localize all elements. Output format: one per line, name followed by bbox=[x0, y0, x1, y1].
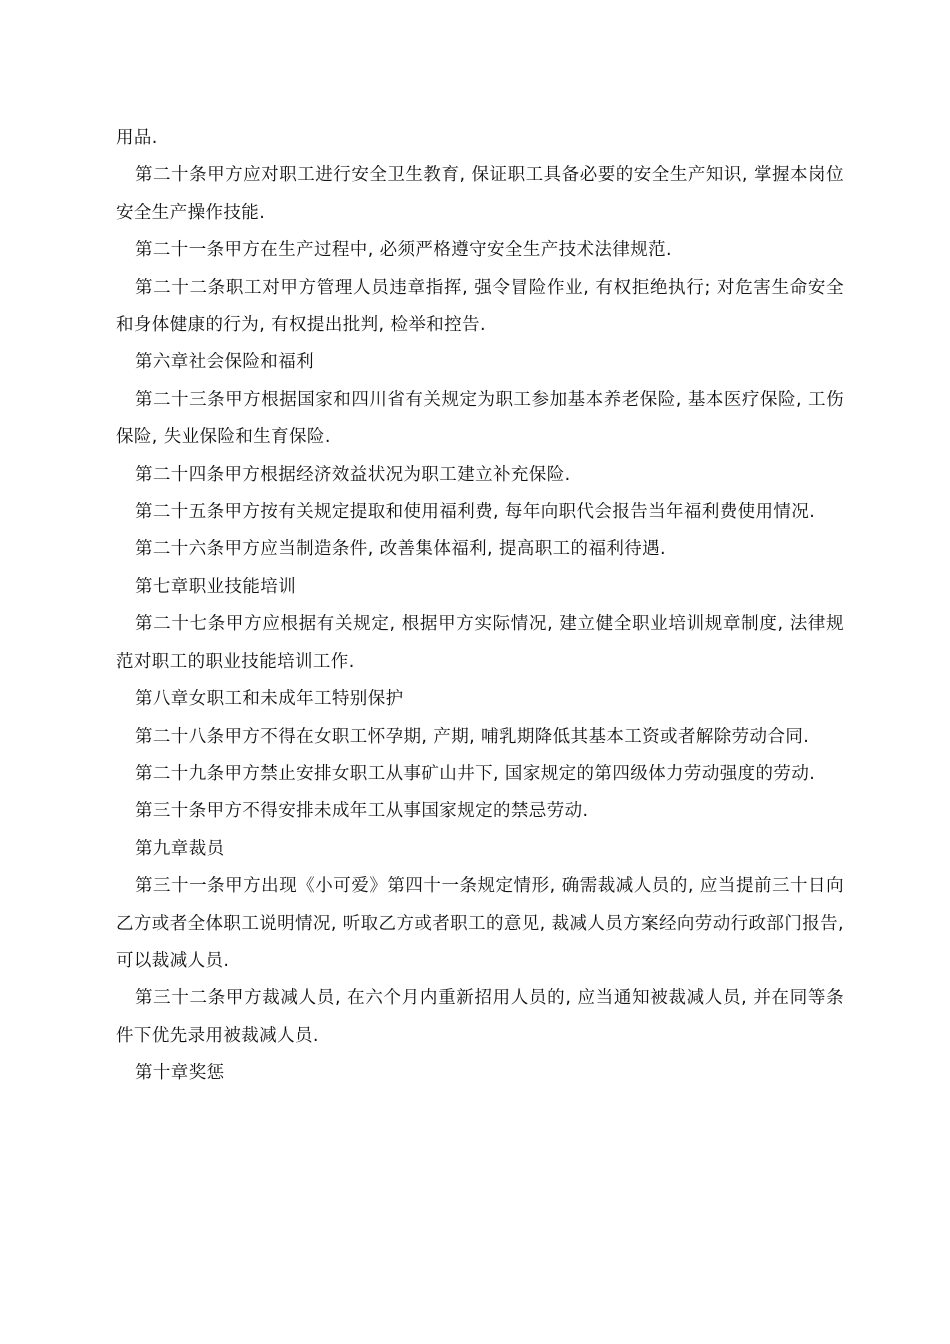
chapter-7-heading: 第七章职业技能培训 bbox=[135, 576, 297, 597]
article-20: 第二十条甲方应对职工进行安全卫生教育, 保证职工具备必要的安全生产知识, 掌握本岗位安全生产操作技能. bbox=[116, 165, 844, 223]
article-24: 第二十四条甲方根据经济效益状况为职工建立补充保险. bbox=[135, 464, 571, 485]
article-32: 第三十二条甲方裁减人员, 在六个月内重新招用人员的, 应当通知被裁减人员, 并在同等条件下优先录用被裁减人员. bbox=[116, 988, 844, 1046]
chapter-9-heading: 第九章裁员 bbox=[135, 838, 225, 859]
article-31: 第三十一条甲方出现《小可爱》第四十一条规定情形, 确需裁减人员的, 应当提前三十日向乙方或者全体职工说明情况, 听取乙方或者职工的意见, 裁减人员方案经向劳动行政部门报告, 可以裁减人员. bbox=[116, 876, 844, 971]
article-26: 第二十六条甲方应当制造条件, 改善集体福利, 提高职工的福利待遇. bbox=[135, 539, 667, 560]
chapter-6-heading: 第六章社会保险和福利 bbox=[135, 352, 314, 373]
paragraph: 用品. bbox=[116, 128, 158, 148]
document-body bbox=[116, 120, 844, 1093]
article-23: 第二十三条甲方根据国家和四川省有关规定为职工参加基本养老保险, 基本医疗保险, 工伤保险, 失业保险和生育保险. bbox=[116, 389, 844, 448]
article-28: 第二十八条甲方不得在女职工怀孕期, 产期, 哺乳期降低其基本工资或者解除劳动合同. bbox=[135, 726, 810, 747]
chapter-10-heading: 第十章奖惩 bbox=[135, 1063, 225, 1084]
article-29: 第二十九条甲方禁止安排女职工从事矿山井下, 国家规定的第四级体力劳动强度的劳动. bbox=[135, 763, 816, 784]
chapter-8-heading: 第八章女职工和未成年工特别保护 bbox=[135, 689, 404, 710]
article-21: 第二十一条甲方在生产过程中, 必须严格遵守安全生产技术法律规范. bbox=[135, 240, 672, 261]
article-22: 第二十二条职工对甲方管理人员违章指挥, 强令冒险作业, 有权拒绝执行; 对危害生命安全和身体健康的行为, 有权提出批判, 检举和控告. bbox=[116, 277, 844, 336]
article-27: 第二十七条甲方应根据有关规定, 根据甲方实际情况, 建立健全职业培训规章制度, 法律规范对职工的职业技能培训工作. bbox=[116, 614, 844, 672]
article-30: 第三十条甲方不得安排未成年工从事国家规定的禁忌劳动. bbox=[135, 801, 589, 822]
article-25: 第二十五条甲方按有关规定提取和使用福利费, 每年向职代会报告当年福利费使用情况. bbox=[135, 502, 816, 523]
